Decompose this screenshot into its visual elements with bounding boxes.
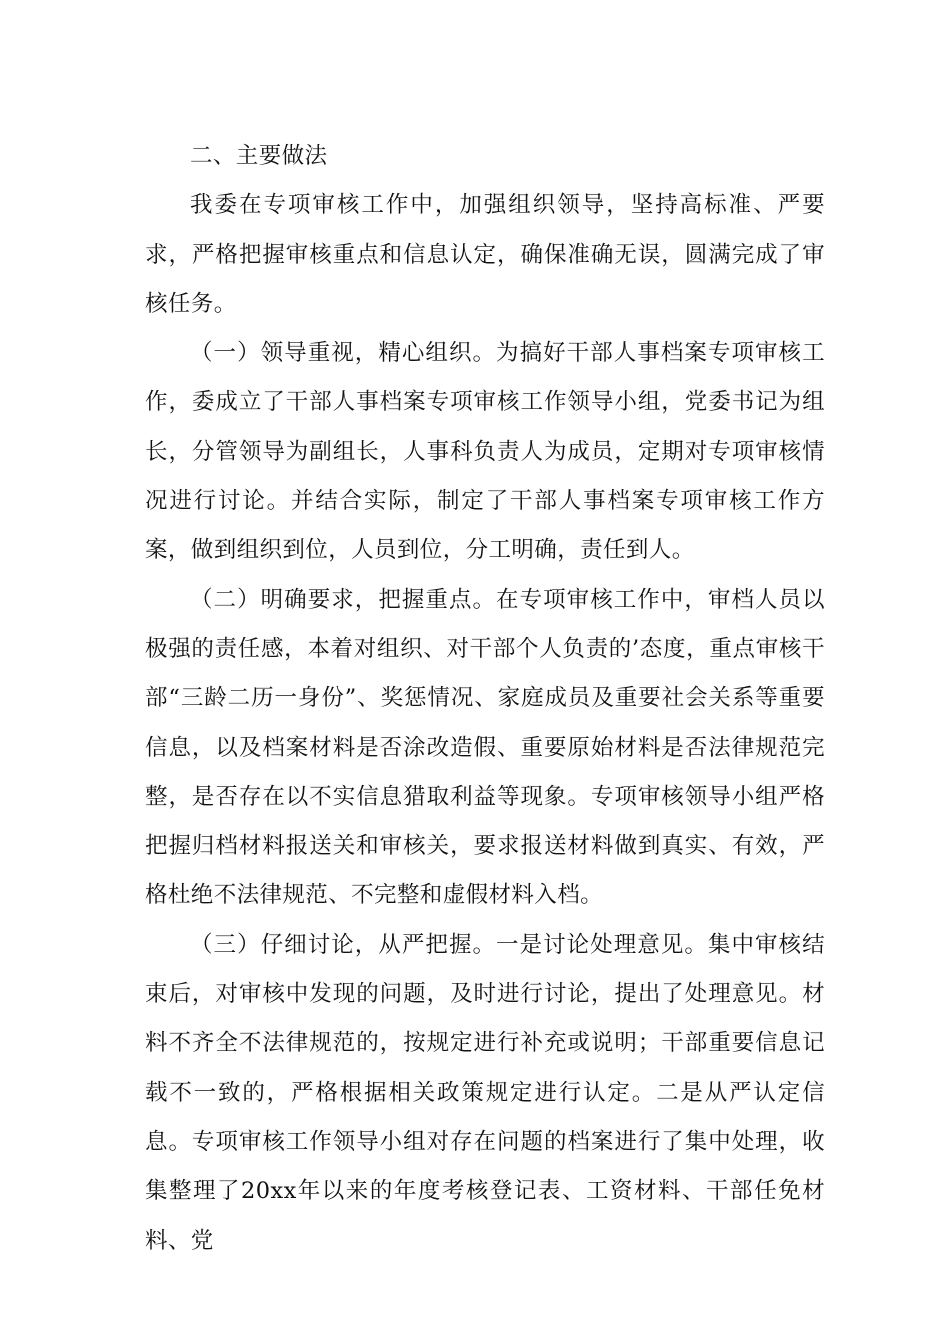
section-heading: 二、主要做法 [190, 143, 328, 169]
paragraph-leadership: （一）领导重视，精心组织。为搞好干部人事档案专项审核工作，委成立了干部人事档案专项审核工作领导小组，党委书记为组长，分管领导为副组长，人事科负责人为成员，定期对专项审核情况进行讨论。并结合实际，制定了干部人事档案专项审核工作方案，做到组织到位，人员到位，分工明确，责任到人。 [145, 340, 825, 564]
paragraph-requirements: （二）明确要求，把握重点。在专项审核工作中，审档人员以极强的责任感，本着对组织、对干部个人负责的’态度，重点审核干部“三龄二历一身份”、奖惩情况、家庭成员及重要社会关系等重要信息，以及档案材料是否涂改造假、重要原始材料是否法律规范完整，是否存在以不实信息猎取利益等现象。专项审核领导小组严格把握归档材料报送关和审核关，要求报送材料做到真实、有效，严格杜绝不法律规范、不完整和虚假材料入档。 [145, 586, 825, 909]
document-body [145, 132, 825, 1266]
paragraph-discussion: （三）仔细讨论，从严把握。一是讨论处理意见。集中审核结束后，对审核中发现的问题，及时进行讨论，提出了处理意见。材料不齐全不法律规范的，按规定进行补充或说明；干部重要信息记载不一致的，严格根据相关政策规定进行认定。二是从严认定信息。专项审核工作领导小组对存在问题的档案进行了集中处理，收集整理了20xx年以来的年度考核登记表、工资材料、干部任免材料、党 [145, 931, 825, 1254]
paragraph-intro: 我委在专项审核工作中，加强组织领导，坚持高标准、严要求，严格把握审核重点和信息认定，确保准确无误，圆满完成了审核任务。 [145, 192, 825, 317]
